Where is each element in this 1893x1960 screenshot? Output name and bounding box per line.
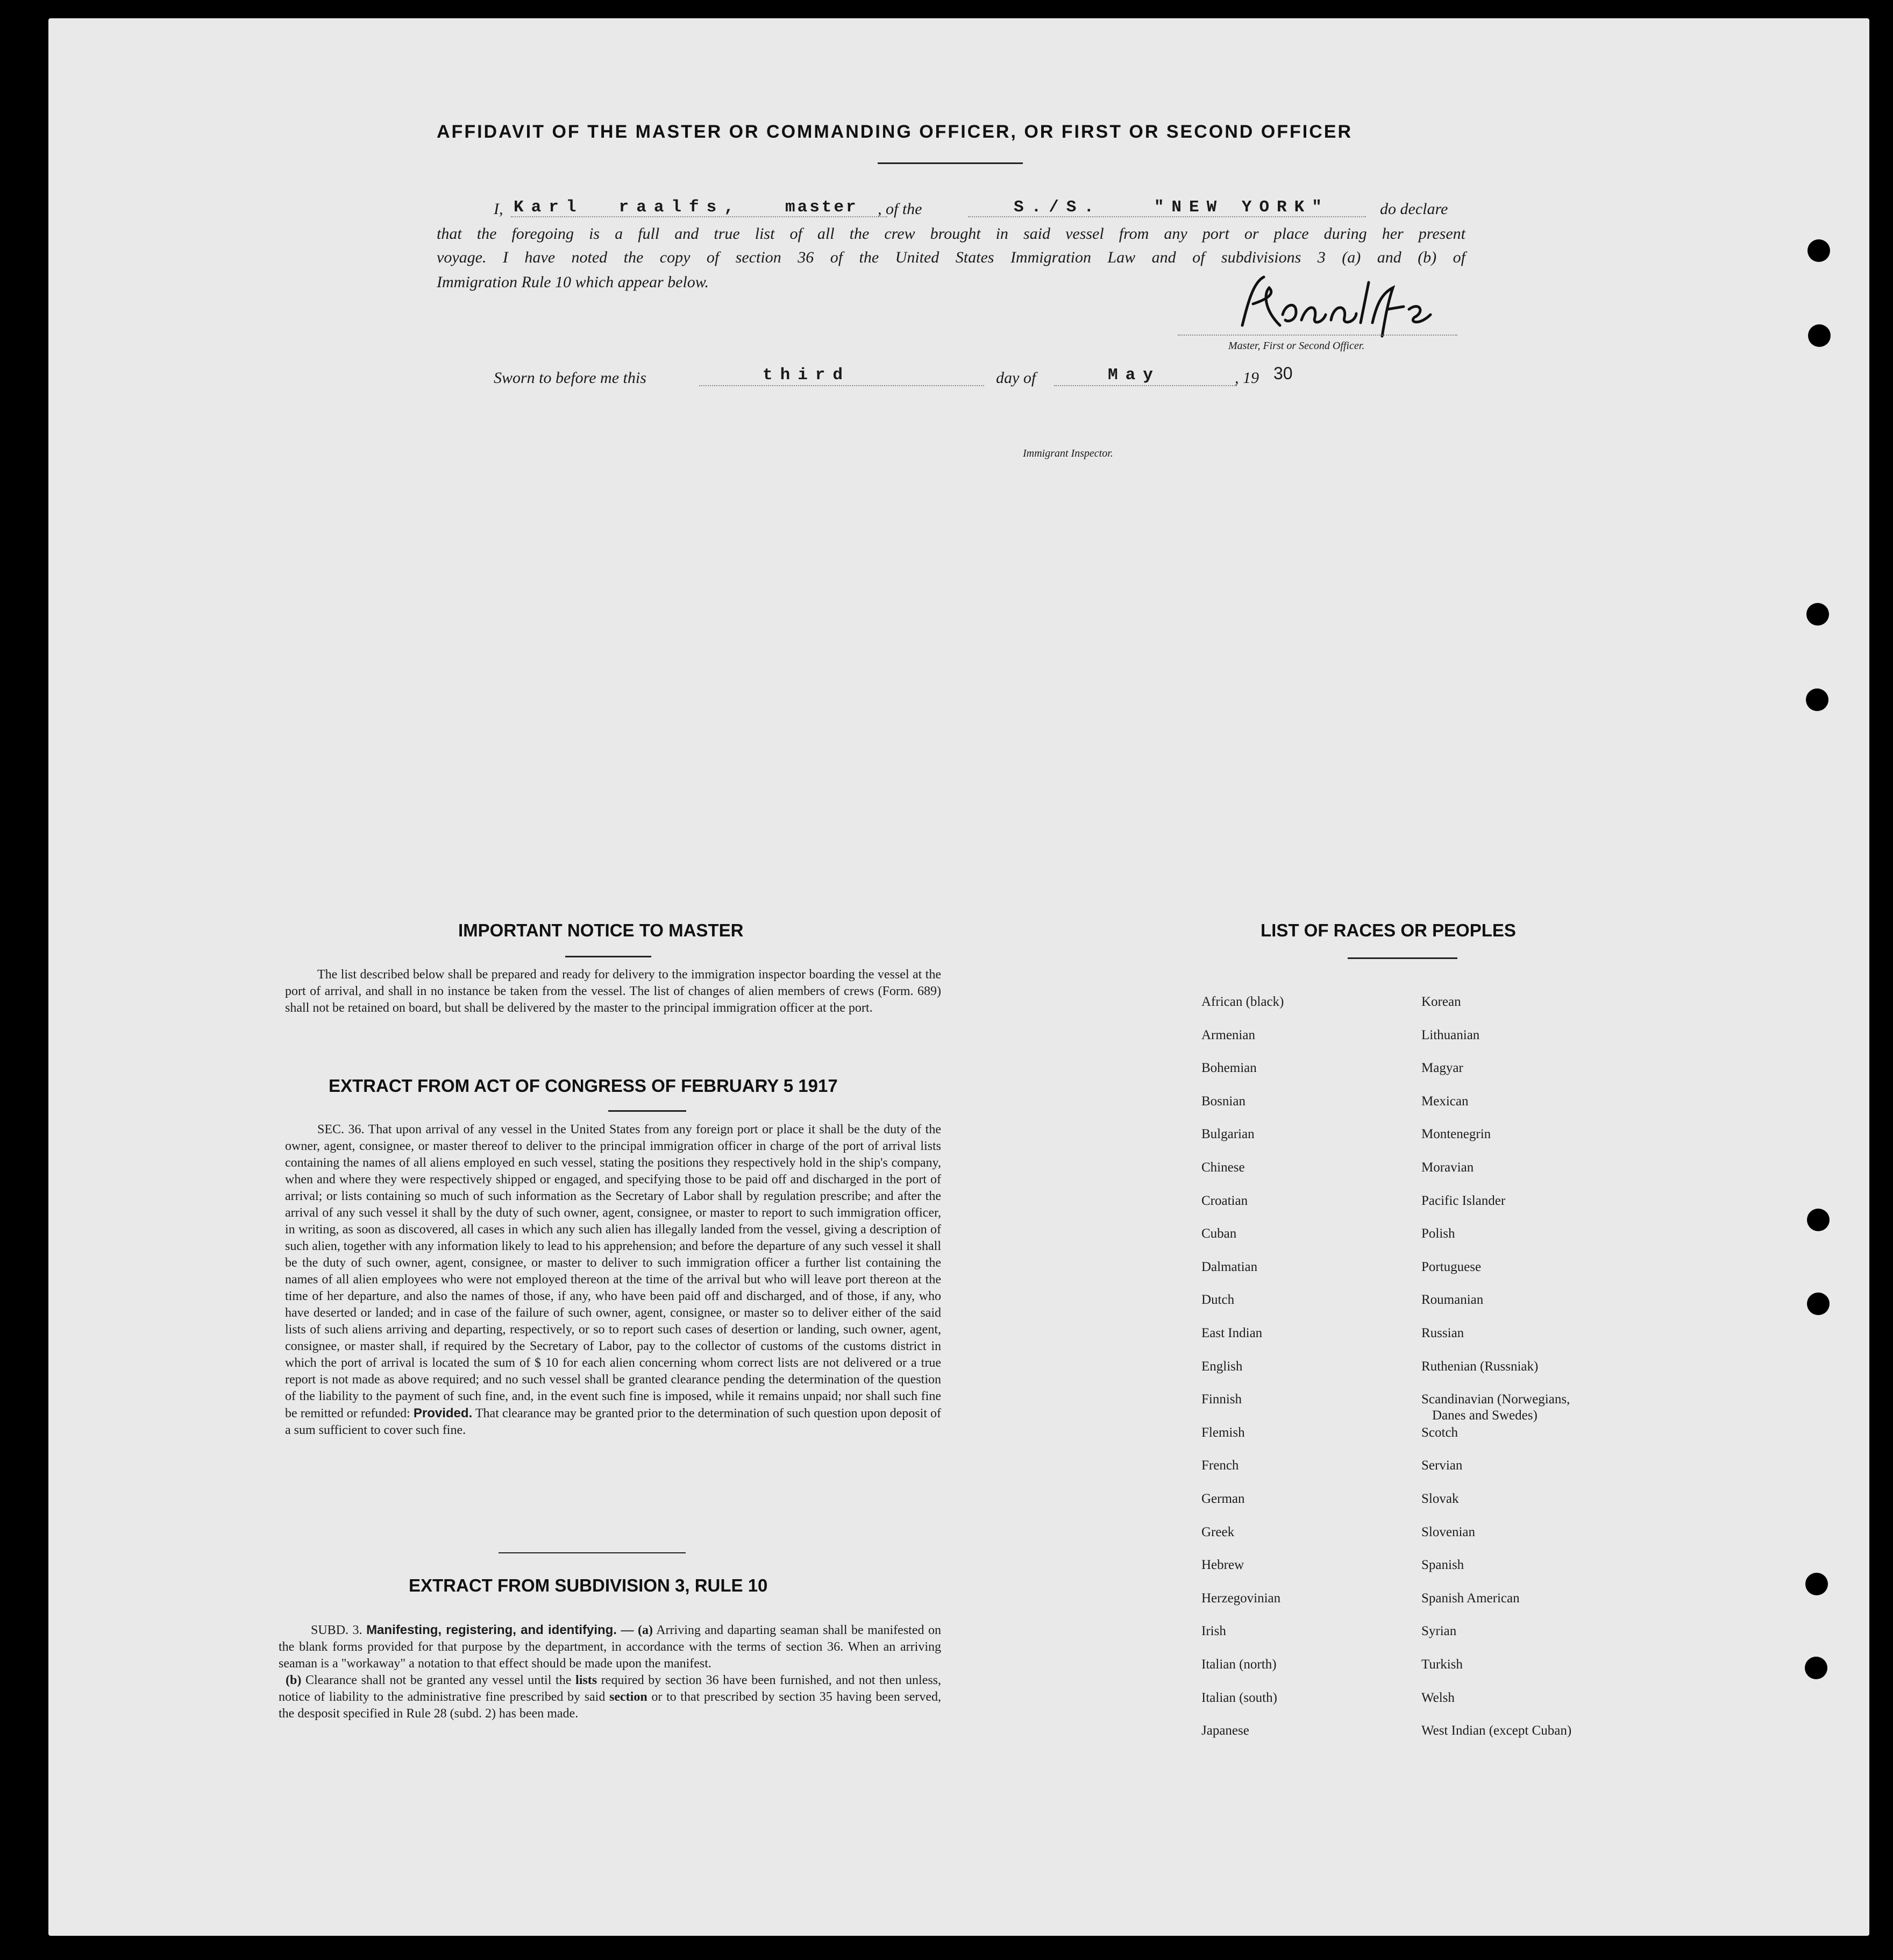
- subd-a-label: — (a): [621, 1623, 653, 1637]
- name-blank: [511, 216, 887, 217]
- race-item: Chinese: [1201, 1160, 1245, 1175]
- race-item: Finnish: [1201, 1392, 1242, 1407]
- race-item: French: [1201, 1458, 1239, 1473]
- races-title: LIST OF RACES OR PEOPLES: [1261, 920, 1516, 940]
- race-item: Hebrew: [1201, 1558, 1244, 1572]
- race-item: Italian (south): [1201, 1691, 1277, 1705]
- binder-hole: [1805, 1573, 1828, 1595]
- race-item: Herzegovinian: [1201, 1591, 1281, 1606]
- race-item: Slovenian: [1421, 1525, 1475, 1539]
- race-item: Greek: [1201, 1525, 1235, 1539]
- subd-a-body: Arriving and daparting seaman shall be manifested on the blank forms provided for that purpose by the department, in accordance with the terms of section 36. When an arriving seaman is a "workaway" a notation to that effect should be made upon the manifest.: [279, 1623, 941, 1671]
- race-item: Pacific Islander: [1421, 1194, 1506, 1208]
- vessel-blank: [968, 216, 1366, 217]
- affidavit-title: AFFIDAVIT OF THE MASTER OR COMMANDING OFFICER, OR FIRST OR SECOND OFFICER: [437, 122, 1353, 142]
- sworn-label: Sworn to before me this: [494, 369, 646, 387]
- act-end-rule: [499, 1552, 686, 1553]
- rule-paragraph-b: [279, 1672, 941, 1722]
- subd-b-label: (b): [286, 1673, 302, 1687]
- affidavit-line-3: voyage. I have noted the copy of section 36 of the United States Immigration Law and of subdivisions 3 (a) and (b) of: [437, 248, 1465, 266]
- race-item: Italian (north): [1201, 1657, 1277, 1672]
- signature-line: [1178, 335, 1457, 336]
- binder-hole: [1807, 1209, 1830, 1231]
- race-item: Syrian: [1421, 1624, 1457, 1638]
- notice-title: IMPORTANT NOTICE TO MASTER: [458, 920, 744, 940]
- rule-body: [279, 1622, 941, 1722]
- act-rule: [608, 1110, 686, 1112]
- race-item: Scandinavian (Norwegians,: [1421, 1392, 1570, 1407]
- subd-b-body-3: or to that prescribed by section 35 having been served, the desposit specified in Rule 28 (subd. 2) has been made.: [279, 1690, 942, 1721]
- do-declare-label: do declare: [1380, 200, 1448, 218]
- master-rank: master: [785, 198, 858, 217]
- title-rule: [878, 162, 1023, 164]
- race-item: Slovak: [1421, 1492, 1459, 1506]
- race-item: Scotch: [1421, 1425, 1458, 1440]
- master-signature: [1232, 272, 1447, 342]
- binder-hole: [1808, 324, 1831, 347]
- rule-title: EXTRACT FROM SUBDIVISION 3, RULE 10: [409, 1575, 768, 1595]
- race-item: Montenegrin: [1421, 1127, 1491, 1141]
- race-item: Roumanian: [1421, 1293, 1484, 1307]
- race-item: Dutch: [1201, 1293, 1235, 1307]
- i-label: I,: [494, 200, 503, 218]
- race-item: Japanese: [1201, 1723, 1249, 1738]
- race-item: Cuban: [1201, 1226, 1237, 1241]
- act-text: SEC. 36. That upon arrival of any vessel in the United States from any foreign port or place it shall be the duty of the owner, agent, consignee, or master thereof to deliver to the principal immigration officer in charge of the port of arrival lists containing the names of all aliens employed en such vessel, stating the positions they respectively hold in the ship's company, when and where they were respectively shipped or engaged, and specifying those to be paid off and discharged in the port of arrival; or lists containing so much of such information as the Secretary of Labor shall by regulation prescribe; and after the arrival of any such vessel it shall by the duty of such owner, agent, consignee, or master to report to such immigration officer, in writing, as soon as discovered, all cases in which any such alien has illegally landed from the vessel, giving a description of such alien, together with any information likely to lead to his apprehension; and before the departure of any such vessel it shall be the duty of such owner, agent, consignee, or master to deliver to such immigration officer a further list containing the names of all alien employees who were not employed thereon at the time of the arrival but who will leave port thereon at the time of her departure, and also the names of those, if any, who have been paid off and discharged, and of those, if any, who have deserted or landed; and in case of the failure of such owner, agent, consignee, or master so to deliver either of the said lists of such aliens arriving and departing, respectively, or so to report such cases of desertion or landing, such owner, agent, consignee, or master shall, if required by the Secretary of Labor, pay to the collector of customs of the customs district in which the port of arrival is located the sum of $ 10 for each alien concerning whom correct lists are not delivered or a true report is not made as above required; and no such vessel shall be granted clearance pending the determination of the question of the liability to the payment of such fine, and, in the event such fine is imposed, while it remains unpaid; nor shall such fine be remitted or refunded:: [285, 1123, 941, 1421]
- year-prefix: , 19: [1235, 369, 1259, 387]
- affidavit-line-2: that the foregoing is a full and true list of all the crew brought in said vessel from any port or place during her present: [437, 225, 1465, 243]
- act-title: EXTRACT FROM ACT OF CONGRESS OF FEBRUARY 5 1917: [329, 1076, 838, 1096]
- act-paragraph: [285, 1121, 941, 1439]
- subd-label: SUBD. 3.: [311, 1623, 362, 1637]
- race-item: Spanish American: [1421, 1591, 1520, 1606]
- sworn-day: third: [763, 366, 851, 385]
- binder-hole: [1807, 1293, 1830, 1315]
- race-item: Armenian: [1201, 1028, 1255, 1042]
- act-body: [285, 1121, 941, 1439]
- race-continuation: Danes and Swedes): [1432, 1408, 1538, 1423]
- master-name: Karl raalfs,: [514, 198, 742, 217]
- inspector-caption: Immigrant Inspector.: [1023, 448, 1113, 459]
- race-item: Lithuanian: [1421, 1028, 1480, 1042]
- subd-b-section: section: [609, 1690, 647, 1704]
- notice-body: [285, 967, 941, 1017]
- race-item: Irish: [1201, 1624, 1226, 1638]
- subd-heading: Manifesting, registering, and identifying.: [366, 1623, 617, 1637]
- race-item: Spanish: [1421, 1558, 1464, 1572]
- rule-paragraph-a: [279, 1622, 941, 1672]
- race-item: Bosnian: [1201, 1094, 1246, 1109]
- race-item: Servian: [1421, 1458, 1463, 1473]
- race-item: Bulgarian: [1201, 1127, 1255, 1141]
- race-item: Magyar: [1421, 1061, 1463, 1075]
- subd-b-body-2: required by section 36 have been furnished, and not then unless, notice of liability to the administrative fine prescribed by said: [279, 1673, 942, 1704]
- notice-rule: [565, 956, 651, 957]
- notice-paragraph: The list described below shall be prepared and ready for delivery to the immigration inspector boarding the vessel at the port of arrival, and shall in no instance be taken from the vessel. The list of changes of alien members of crews (Form. 689) shall not be retained on board, but shall be delivered by the master to the principal immigration officer at the port.: [285, 968, 941, 1015]
- day-blank: [699, 385, 984, 386]
- day-of-label: day of: [996, 369, 1036, 387]
- race-item: African (black): [1201, 995, 1284, 1009]
- race-item: Portuguese: [1421, 1260, 1482, 1274]
- race-item: Dalmatian: [1201, 1260, 1258, 1274]
- binder-hole: [1807, 239, 1830, 262]
- act-provided: Provided.: [413, 1406, 473, 1421]
- month-blank: [1054, 385, 1237, 386]
- race-item: Croatian: [1201, 1194, 1248, 1208]
- sworn-month: May: [1108, 366, 1161, 385]
- race-item: East Indian: [1201, 1326, 1263, 1340]
- subd-b-lists: lists: [575, 1673, 597, 1687]
- subd-b-body-1: Clearance shall not be granted any vessel until the: [305, 1673, 572, 1687]
- races-rule: [1348, 957, 1457, 959]
- race-item: Ruthenian (Russniak): [1421, 1359, 1539, 1374]
- signature-caption: Master, First or Second Officer.: [1228, 340, 1365, 352]
- binder-hole: [1805, 1657, 1827, 1679]
- race-item: Turkish: [1421, 1657, 1463, 1672]
- race-item: Polish: [1421, 1226, 1455, 1241]
- race-item: Bohemian: [1201, 1061, 1257, 1075]
- race-item: Mexican: [1421, 1094, 1469, 1109]
- race-item: German: [1201, 1492, 1245, 1506]
- race-item: Russian: [1421, 1326, 1464, 1340]
- race-item: Korean: [1421, 995, 1461, 1009]
- affidavit-line-4: Immigration Rule 10 which appear below.: [437, 273, 709, 291]
- vessel-name: S./S. "NEW YORK": [1014, 198, 1329, 217]
- of-the-label: , of the: [878, 200, 922, 218]
- act-text-end: That clearance may be granted prior to the determination of such question upon deposit of a sum sufficient to cover such fine.: [285, 1407, 941, 1437]
- race-item: Flemish: [1201, 1425, 1245, 1440]
- race-item: English: [1201, 1359, 1243, 1374]
- year-suffix: 30: [1273, 364, 1293, 383]
- race-item: West Indian (except Cuban): [1421, 1723, 1572, 1738]
- binder-hole: [1806, 603, 1829, 626]
- race-item: Welsh: [1421, 1691, 1455, 1705]
- race-item: Moravian: [1421, 1160, 1474, 1175]
- binder-hole: [1806, 688, 1828, 711]
